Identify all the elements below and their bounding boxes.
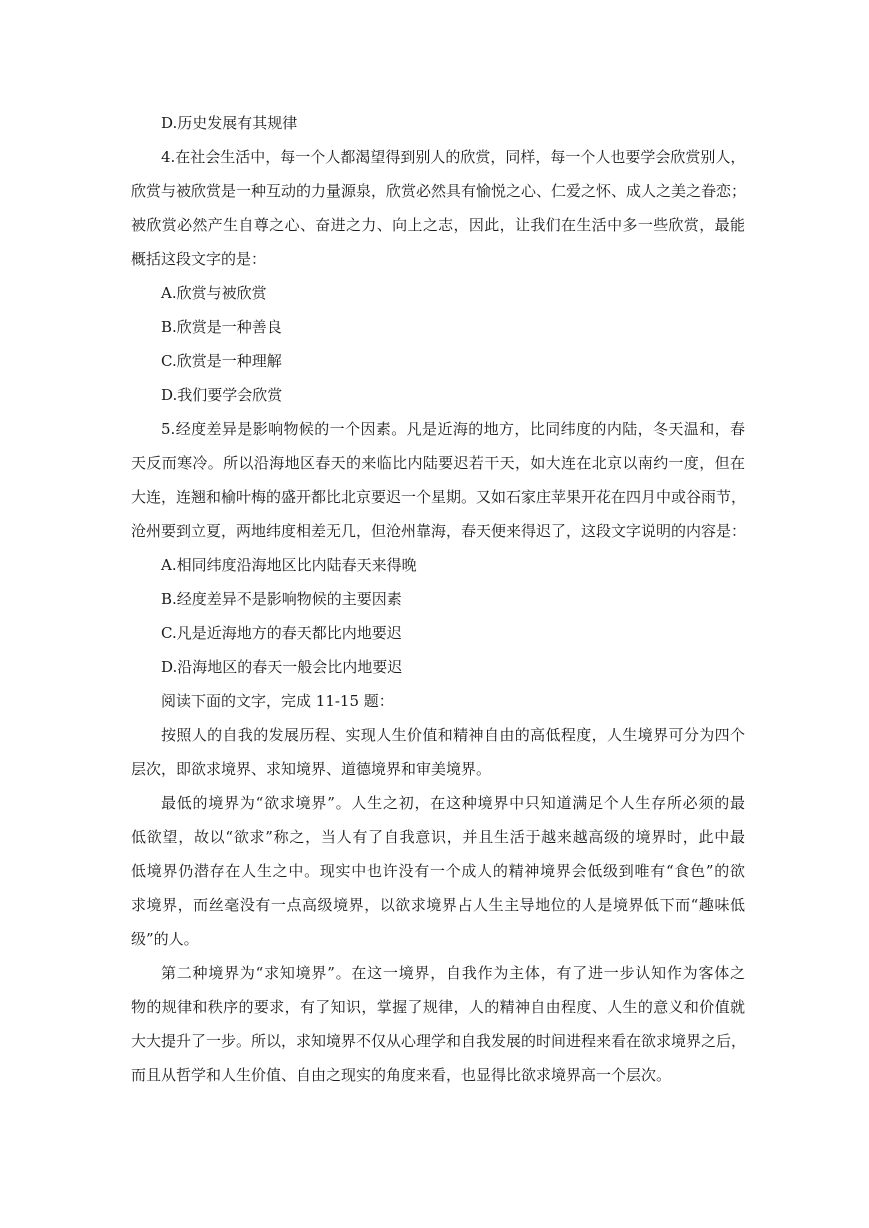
answer-option <box>131 344 745 378</box>
paragraph-line: 低欲望，故以“欲求”称之，当人有了自我意识，并且生活于越来越高级的境界时，此中最 <box>131 828 745 846</box>
paragraph-line: 级”的人。 <box>131 930 199 948</box>
paragraph-line: 第二种境界为“求知境界”。在这一境界，自我作为主体，有了进一步认知作为客体之 <box>161 964 745 982</box>
paragraph-line: 沧州要到立夏，两地纬度相差无几，但沧州靠海，春天便来得迟了，这段文字说明的内容是： <box>131 522 747 540</box>
option-text: A.欣赏与被欣赏 <box>161 284 267 302</box>
answer-option <box>131 548 745 582</box>
paragraph-line: 求境界，而丝毫没有一点高级境界，以欲求境界占人生主导地位的人是境界低下而“趣味低 <box>131 896 745 914</box>
paragraph-line: 4.在社会生活中，每一个人都渴望得到别人的欣赏，同样，每一个人也要学会欣赏别人， <box>161 148 746 166</box>
option-text: D.我们要学会欣赏 <box>161 386 283 404</box>
paragraph-line: 被欣赏必然产生自尊之心、奋进之力、向上之志，因此，让我们在生活中多一些欣赏，最能 <box>131 216 745 234</box>
option-text: C.凡是近海地方的春天都比内地要迟 <box>161 624 402 642</box>
paragraph-line: 低境界仍潜存在人生之中。现实中也许没有一个成人的精神境界会低级到唯有“食色”的欲 <box>131 862 745 880</box>
paragraph-line: 按照人的自我的发展历程、实现人生价值和精神自由的高低程度，人生境界可分为四个 <box>161 726 745 744</box>
paragraph-line: 物的规律和秩序的要求，有了知识，掌握了规律，人的精神自由程度、人生的意义和价值就 <box>131 998 745 1016</box>
option-text: A.相同纬度沿海地区比内陆春天来得晚 <box>161 556 417 574</box>
paragraph <box>131 140 745 276</box>
document-body <box>131 106 745 1092</box>
paragraph <box>131 684 745 718</box>
paragraph-line: 天反而寒冷。所以沿海地区春天的来临比内陆要迟若干天，如大连在北京以南约一度，但在 <box>131 454 745 472</box>
answer-option <box>131 276 745 310</box>
paragraph-line: 欣赏与被欣赏是一种互动的力量源泉，欣赏必然具有愉悦之心、仁爱之怀、成人之美之眷恋； <box>131 182 747 200</box>
answer-option <box>131 616 745 650</box>
paragraph <box>131 412 745 548</box>
option-text: B.欣赏是一种善良 <box>161 318 282 336</box>
paragraph-line: 大大提升了一步。所以，求知境界不仅从心理学和自我发展的时间进程来看在欲求境界之后， <box>131 1032 747 1050</box>
option-text: D.历史发展有其规律 <box>161 114 298 132</box>
answer-option <box>131 310 745 344</box>
answer-option <box>131 378 745 412</box>
paragraph-line: 大连，连翘和榆叶梅的盛开都比北京要迟一个星期。又如石家庄苹果开花在四月中或谷雨节， <box>131 488 747 506</box>
answer-option <box>131 650 745 684</box>
answer-option <box>131 106 745 140</box>
paragraph-line: 最低的境界为“欲求境界”。人生之初，在这种境界中只知道满足个人生存所必须的最 <box>161 794 745 812</box>
option-text: C.欣赏是一种理解 <box>161 352 282 370</box>
paragraph-line: 而且从哲学和人生价值、自由之现实的角度来看，也显得比欲求境界高一个层次。 <box>131 1066 672 1084</box>
paragraph-line: 概括这段文字的是： <box>131 250 267 268</box>
option-text: D.沿海地区的春天一般会比内地要迟 <box>161 658 403 676</box>
paragraph <box>131 718 745 786</box>
option-text: B.经度差异不是影响物候的主要因素 <box>161 590 402 608</box>
paragraph-line: 5.经度差异是影响物候的一个因素。凡是近海的地方，比同纬度的内陆，冬天温和，春 <box>161 420 745 438</box>
paragraph <box>131 786 745 956</box>
answer-option <box>131 582 745 616</box>
paragraph-line: 阅读下面的文字，完成 11-15 题： <box>161 692 394 710</box>
paragraph-line: 层次，即欲求境界、求知境界、道德境界和审美境界。 <box>131 760 492 778</box>
paragraph <box>131 956 745 1092</box>
